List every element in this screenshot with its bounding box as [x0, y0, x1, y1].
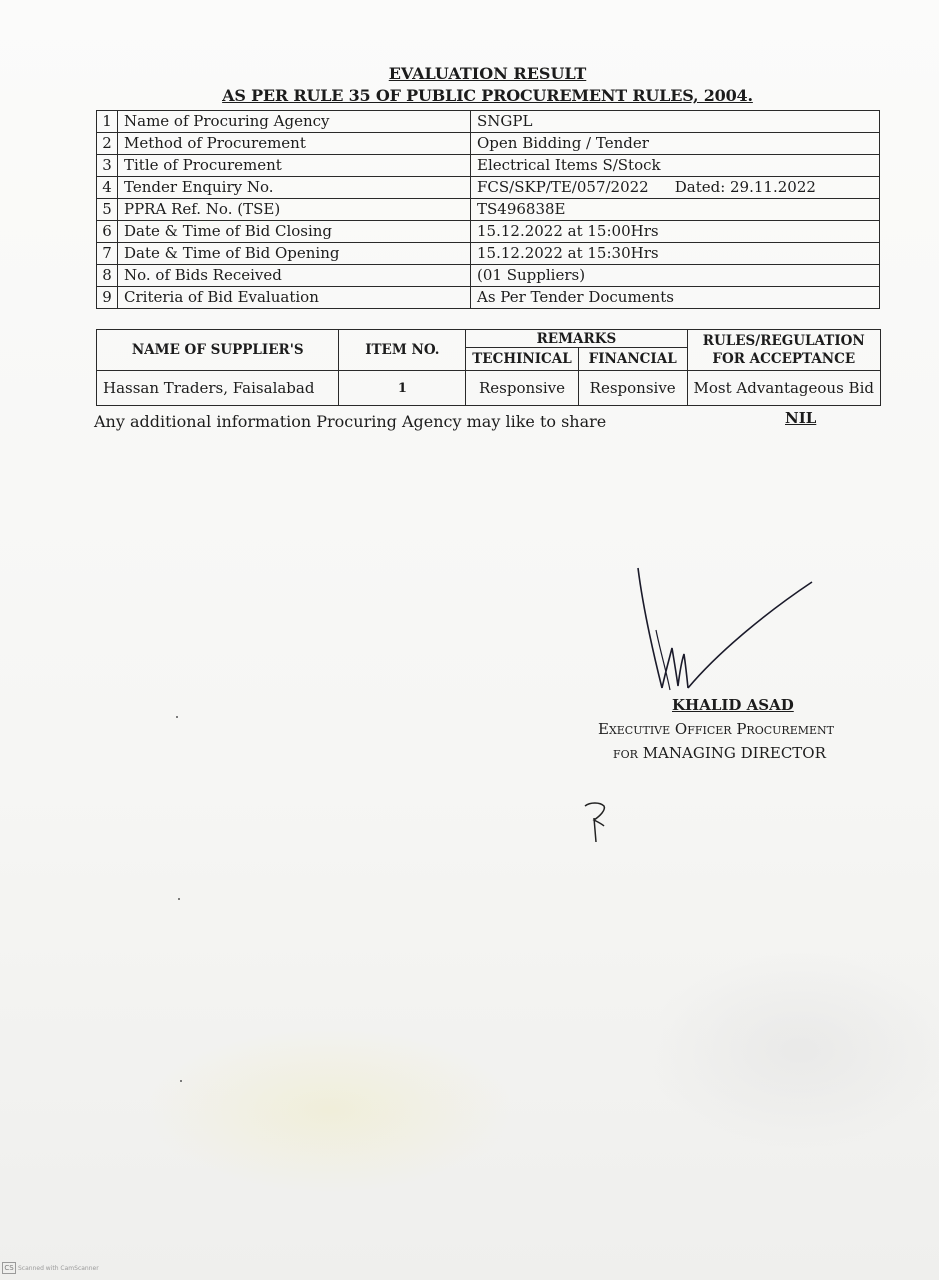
info-row [97, 133, 880, 155]
info-row-value [471, 243, 880, 265]
info-row-value [471, 199, 880, 221]
header-technical: TECHINICAL [466, 348, 579, 371]
info-row-label: Date & Time of Bid Opening [118, 243, 471, 265]
cell-item: 1 [339, 371, 466, 406]
info-row [97, 199, 880, 221]
info-row-number: 2 [97, 133, 118, 155]
handwritten-signature [620, 560, 820, 700]
info-row-value-text: (01 Suppliers) [477, 266, 586, 284]
speck [180, 1080, 182, 1082]
info-row-value-text: TS496838E [477, 200, 566, 218]
info-row-number: 9 [97, 287, 118, 309]
info-row-value-text: FCS/SKP/TE/057/2022 [477, 178, 649, 196]
info-row-value-text: Open Bidding / Tender [477, 134, 649, 152]
evaluation-table [96, 329, 881, 406]
info-row-number: 4 [97, 177, 118, 199]
info-row-value [471, 287, 880, 309]
cell-supplier: Hassan Traders, Faisalabad [97, 371, 339, 406]
info-row [97, 111, 880, 133]
info-row-value [471, 177, 880, 199]
header-rules-line2: FOR ACCEPTANCE [712, 351, 856, 367]
info-row [97, 287, 880, 309]
document-title: EVALUATION RESULT [388, 64, 587, 83]
info-row [97, 221, 880, 243]
signatory-name: KHALID ASAD [672, 696, 794, 714]
handwritten-page-mark [582, 800, 612, 846]
cell-financial: Responsive [578, 371, 687, 406]
signatory-for-line: for MANAGING DIRECTOR [613, 744, 826, 762]
info-row [97, 155, 880, 177]
info-row [97, 177, 880, 199]
info-row-label: PPRA Ref. No. (TSE) [118, 199, 471, 221]
header-remarks: REMARKS [466, 330, 687, 348]
info-row-number: 1 [97, 111, 118, 133]
info-row-label: Title of Procurement [118, 155, 471, 177]
header-rules-line1: RULES/REGULATION [702, 333, 865, 349]
info-row-number: 7 [97, 243, 118, 265]
info-row-label: Date & Time of Bid Closing [118, 221, 471, 243]
info-row-date: Dated: 29.11.2022 [674, 178, 816, 196]
info-row-label: Criteria of Bid Evaluation [118, 287, 471, 309]
info-row-label: No. of Bids Received [118, 265, 471, 287]
table-row [97, 371, 881, 406]
cell-technical: Responsive [466, 371, 579, 406]
signatory-title: Executive Officer Procurement [598, 720, 834, 738]
info-row-value [471, 221, 880, 243]
speck [176, 716, 178, 718]
speck [178, 898, 180, 900]
cell-rules: Most Advantageous Bid [687, 371, 880, 406]
scanner-watermark-text: Scanned with CamScanner [18, 1264, 99, 1272]
info-row-value-text: Electrical Items S/Stock [477, 156, 661, 174]
info-row [97, 265, 880, 287]
info-row-value-text: 15.12.2022 at 15:00Hrs [477, 222, 659, 240]
additional-info-label: Any additional information Procuring Agency may like to share [94, 412, 607, 431]
document-subtitle: AS PER RULE 35 OF PUBLIC PROCUREMENT RULES, 2004. [222, 86, 753, 105]
info-row-number: 3 [97, 155, 118, 177]
info-row-value [471, 155, 880, 177]
info-row-value-text: SNGPL [477, 112, 533, 130]
info-row-number: 8 [97, 265, 118, 287]
camscanner-logo-icon: CS [2, 1262, 16, 1274]
header-financial: FINANCIAL [578, 348, 687, 371]
info-row-label: Tender Enquiry No. [118, 177, 471, 199]
procurement-info-table [96, 110, 880, 309]
header-supplier: NAME OF SUPPLIER'S [97, 330, 339, 371]
scanner-watermark [2, 1262, 99, 1274]
info-row-number: 6 [97, 221, 118, 243]
info-row-label: Name of Procuring Agency [118, 111, 471, 133]
info-row [97, 243, 880, 265]
header-rules [687, 330, 880, 371]
info-row-value [471, 265, 880, 287]
info-row-label: Method of Procurement [118, 133, 471, 155]
header-item-no: ITEM NO. [339, 330, 466, 371]
info-row-value-text: As Per Tender Documents [477, 288, 674, 306]
info-row-number: 5 [97, 199, 118, 221]
info-row-value-text: 15.12.2022 at 15:30Hrs [477, 244, 659, 262]
info-row-value [471, 111, 880, 133]
info-row-value [471, 133, 880, 155]
additional-info-value: NIL [785, 409, 817, 427]
